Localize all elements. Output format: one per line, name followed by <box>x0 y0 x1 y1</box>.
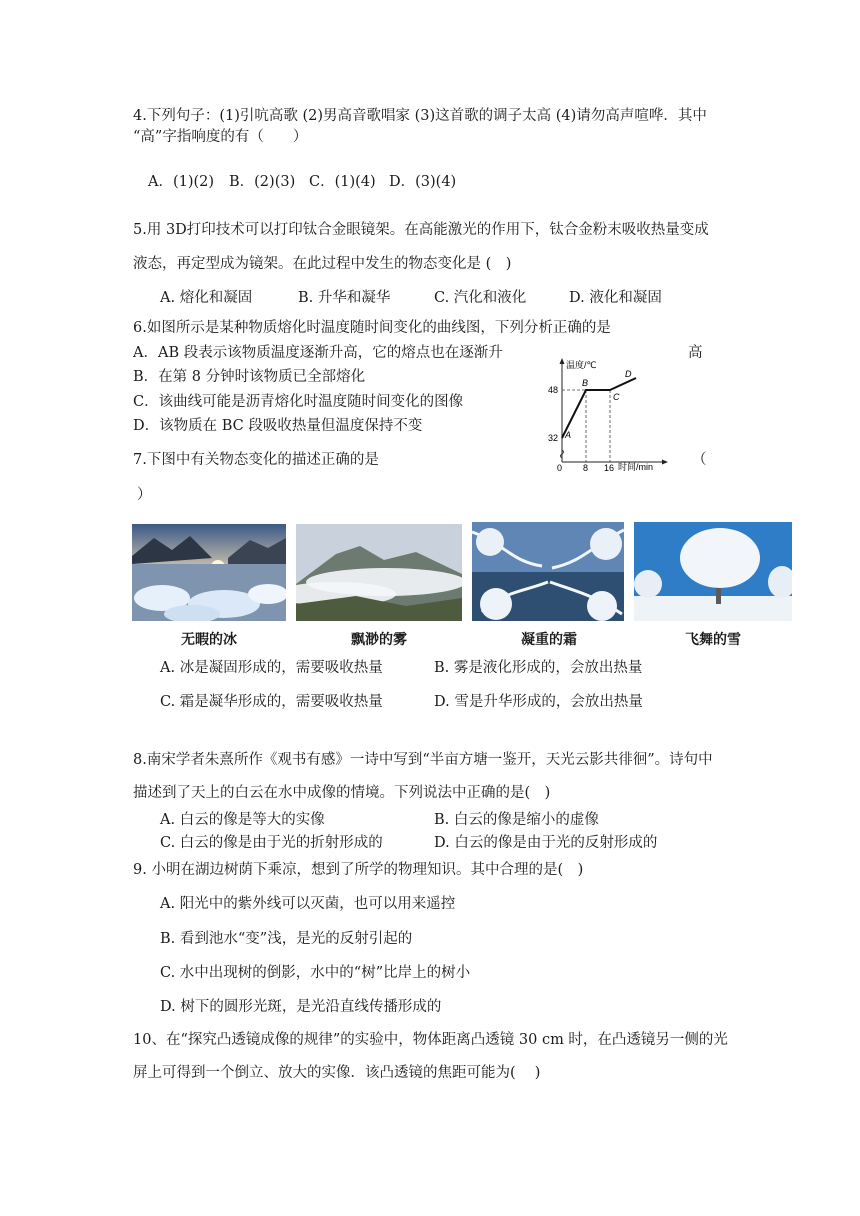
q4-option-d: D．(3)(4) <box>389 174 457 190</box>
q8-stem-line1: 8.南宋学者朱熹所作《观书有感》一诗中写到“半亩方塘一鉴开，天光云影共徘徊”。诗句中 <box>133 752 713 768</box>
graph-point-a: A <box>565 430 572 440</box>
q9-option-c: C. 水中出现树的倒影，水中的“树”比岸上的树小 <box>160 965 471 981</box>
q9-stem: 9. 小明在湖边树荫下乘凉，想到了所学的物理知识。其中合理的是( ) <box>133 862 584 878</box>
q7-option-a: A. 冰是凝固形成的，需要吸收热量 <box>160 660 383 676</box>
q7-stem: 7.下图中有关物态变化的描述正确的是 <box>133 452 379 468</box>
photo-ice <box>132 524 286 621</box>
graph-x-tick-8: 8 <box>583 463 589 472</box>
q7-option-d: D. 雪是升华形成的，会放出热量 <box>434 694 643 710</box>
q7-paren-open: （ <box>692 452 707 468</box>
q6-option-b: B．在第 8 分钟时该物质已全部熔化 <box>133 369 366 385</box>
q5-stem-line2: 液态，再定型成为镜架。在此过程中发生的物态变化是 ( ) <box>133 256 512 272</box>
q9-option-a: A. 阳光中的紫外线可以灭菌，也可以用来遥控 <box>160 896 456 912</box>
q8-stem-line2: 描述到了天上的白云在水中成像的情境。下列说法中正确的是( ) <box>133 785 551 801</box>
caption-snow: 飞舞的雪 <box>685 632 741 648</box>
temperature-curve <box>562 378 636 438</box>
graph-y-label: 温度/℃ <box>566 360 597 370</box>
graph-x-label: 时间/min <box>618 462 654 472</box>
q6-option-c: C．该曲线可能是沥青熔化时温度随时间变化的图像 <box>133 394 464 410</box>
q4-stem-line2: “高”字指响度的有（ ） <box>133 129 308 145</box>
q6-option-a-tail: 高 <box>688 345 703 361</box>
q9-option-b: B. 看到池水“变”浅，是光的反射引起的 <box>160 931 413 947</box>
caption-ice: 无暇的冰 <box>181 632 237 648</box>
q4-stem-line1: 4.下列句子：(1)引吭高歌 (2)男高音歌唱家 (3)这首歌的调子太高 (4)请勿高声喧哗．其中 <box>133 108 707 124</box>
q5-option-a: A. 熔化和凝固 <box>160 290 253 306</box>
graph-x-arrow <box>662 460 668 465</box>
photo-frost <box>472 522 624 621</box>
graph-y-tick-48: 48 <box>548 385 559 395</box>
photo-snow <box>634 522 792 621</box>
q5-option-c: C. 汽化和液化 <box>434 290 527 306</box>
melting-curve-graph <box>540 352 670 472</box>
q6-option-d: D．该物质在 BC 段吸收热量但温度保持不变 <box>133 418 423 434</box>
q10-stem-line2: 屏上可得到一个倒立、放大的实像．该凸透镜的焦距可能为( ) <box>133 1065 541 1081</box>
q7-option-c: C. 霜是凝华形成的，需要吸收热量 <box>160 694 383 710</box>
graph-y-tick-32: 32 <box>548 433 559 443</box>
photo-fog <box>296 524 462 621</box>
graph-x-tick-16: 16 <box>604 463 615 472</box>
q4-option-b: B．(2)(3) <box>229 174 296 190</box>
q8-option-c: C. 白云的像是由于光的折射形成的 <box>160 835 383 851</box>
q8-option-a: A. 白云的像是等大的实像 <box>160 812 325 828</box>
q7-paren-close: ） <box>137 487 152 503</box>
q6-stem: 6.如图所示是某种物质熔化时温度随时间变化的曲线图，下列分析正确的是 <box>133 320 611 336</box>
graph-point-d: D <box>625 369 632 379</box>
graph-point-b: B <box>582 378 589 388</box>
q5-stem-line1: 5.用 3D打印技术可以打印钛合金眼镜架。在高能激光的作用下，钛合金粉末吸收热量变成 <box>133 222 709 238</box>
graph-x-tick-0: 0 <box>557 463 563 472</box>
q7-option-b: B. 雾是液化形成的，会放出热量 <box>434 660 643 676</box>
q5-option-d: D. 液化和凝固 <box>569 290 662 306</box>
caption-fog: 飘渺的雾 <box>351 632 407 648</box>
q10-stem-line1: 10、在“探究凸透镜成像的规律”的实验中，物体距离凸透镜 30 cm 时，在凸透镜另一侧的光 <box>133 1032 728 1048</box>
q9-option-d: D. 树下的圆形光斑，是光沿直线传播形成的 <box>160 999 442 1015</box>
q8-option-d: D. 白云的像是由于光的反射形成的 <box>434 835 658 851</box>
q5-option-b: B. 升华和凝华 <box>298 290 391 306</box>
q4-option-c: C．(1)(4) <box>309 174 376 190</box>
caption-frost: 凝重的霜 <box>521 632 577 648</box>
q6-option-a: A．AB 段表示该物质温度逐渐升高，它的熔点也在逐渐升 <box>133 345 503 361</box>
q8-option-b: B. 白云的像是缩小的虚像 <box>434 812 599 828</box>
q4-option-a: A．(1)(2) <box>148 174 215 190</box>
graph-point-c: C <box>613 392 620 402</box>
graph-y-arrow <box>560 358 565 364</box>
